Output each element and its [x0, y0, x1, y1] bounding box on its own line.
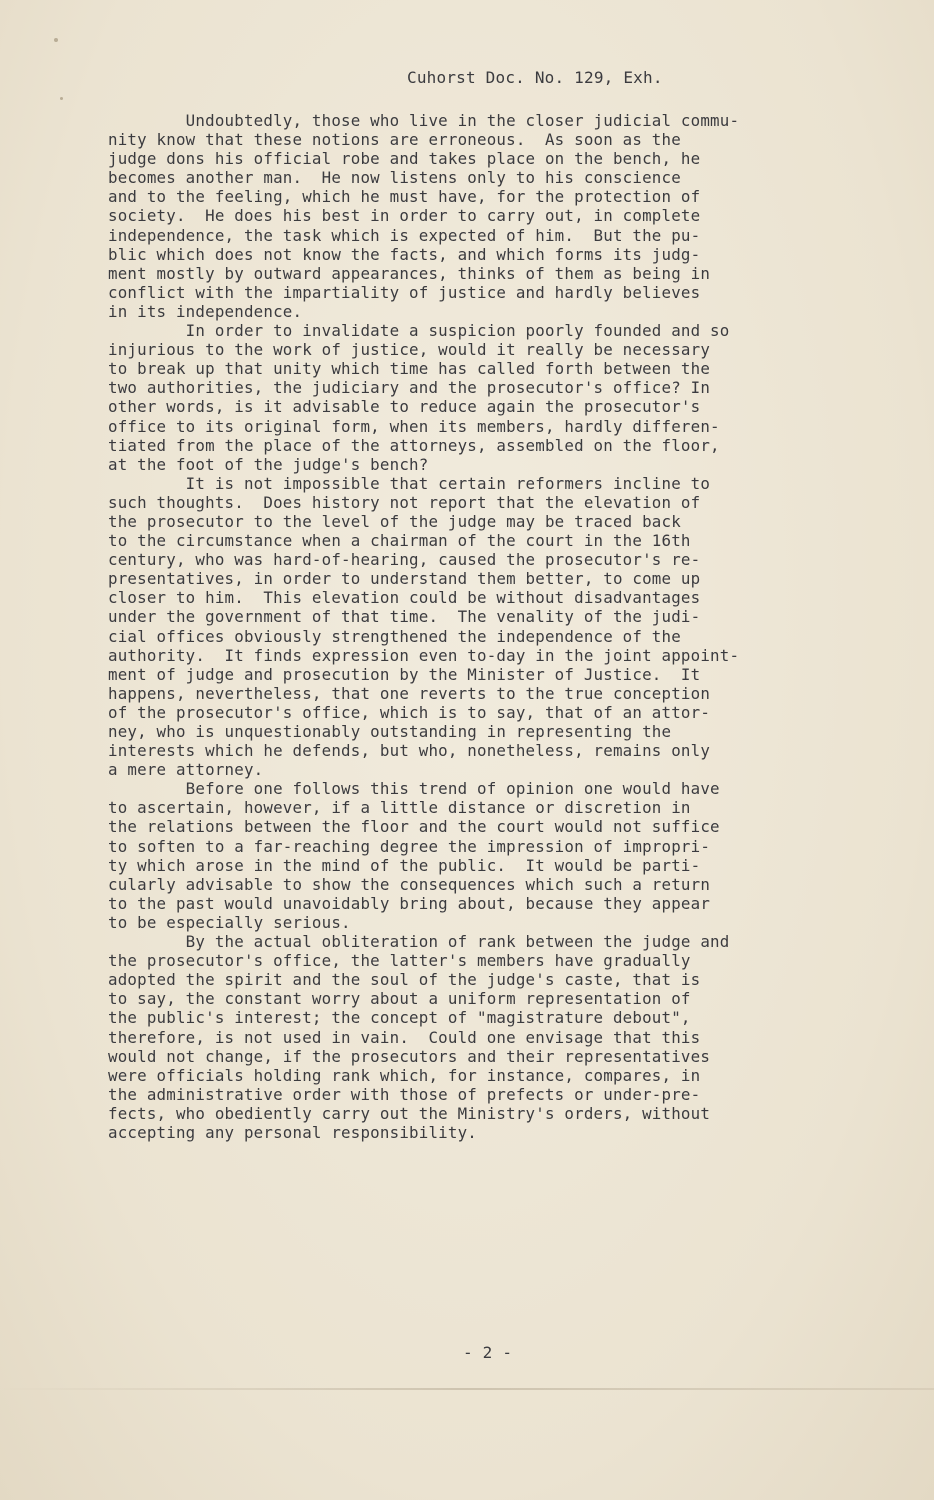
body-line: injurious to the work of justice, would it really be necessary [108, 340, 711, 360]
body-line: and to the feeling, which he must have, for the protection of [108, 187, 701, 207]
body-line: the administrative order with those of prefects or under-pre- [108, 1084, 701, 1104]
body-line: conflict with the impartiality of justice and hardly believes [108, 282, 701, 302]
body-line: nity know that these notions are erroneous. As soon as the [108, 130, 681, 150]
body-line: would not change, if the prosecutors and their representatives [108, 1046, 711, 1066]
body-line: In order to invalidate a suspicion poorly founded and so [108, 321, 730, 341]
body-line: of the prosecutor's office, which is to say, that of an attor- [108, 702, 711, 722]
body-line: independence, the task which is expected of him. But the pu- [108, 225, 701, 245]
body-line: the public's interest; the concept of "magistrature debout", [108, 1008, 691, 1028]
body-line: under the government of that time. The venality of the judi- [108, 607, 701, 627]
body-line: to the circumstance when a chairman of the court in the 16th [108, 531, 691, 551]
body-line: to ascertain, however, if a little distance or discretion in [108, 798, 691, 818]
body-line: presentatives, in order to understand them better, to come up [108, 569, 701, 589]
body-line: cial offices obviously strengthened the independence of the [108, 626, 681, 646]
paper-fold-crease [0, 1388, 934, 1390]
body-line: two authorities, the judiciary and the prosecutor's office? In [108, 378, 711, 398]
body-line: Before one follows this trend of opinion one would have [108, 779, 720, 799]
body-line: blic which does not know the facts, and which forms its judg- [108, 244, 701, 264]
body-line: authority. It finds expression even to-day in the joint appoint- [108, 645, 740, 665]
body-line: happens, nevertheless, that one reverts to the true conception [108, 683, 711, 703]
body-line: becomes another man. He now listens only to his conscience [108, 168, 681, 188]
body-line: to be especially serious. [108, 912, 351, 932]
body-line: cularly advisable to show the consequences which such a return [108, 874, 711, 894]
body-line: were officials holding rank which, for instance, compares, in [108, 1065, 701, 1085]
body-line: adopted the spirit and the soul of the judge's caste, that is [108, 970, 701, 990]
body-line: By the actual obliteration of rank between the judge and [108, 932, 730, 952]
body-line: ment of judge and prosecution by the Minister of Justice. It [108, 664, 701, 684]
body-line: office to its original form, when its members, hardly differen- [108, 416, 720, 436]
body-line: to say, the constant worry about a uniform representation of [108, 989, 691, 1009]
body-line: the relations between the floor and the court would not suffice [108, 817, 720, 837]
body-line: to soften to a far-reaching degree the impression of impropri- [108, 836, 711, 856]
body-line: It is not impossible that certain reformers incline to [108, 473, 711, 493]
body-line: society. He does his best in order to carry out, in complete [108, 206, 701, 226]
body-line: ty which arose in the mind of the public. It would be parti- [108, 855, 701, 875]
body-line: other words, is it advisable to reduce again the prosecutor's [108, 397, 701, 417]
body-line: to break up that unity which time has called forth between the [108, 359, 711, 379]
body-line: fects, who obediently carry out the Ministry's orders, without [108, 1103, 711, 1123]
body-line: such thoughts. Does history not report that the elevation of [108, 492, 701, 512]
body-line: the prosecutor to the level of the judge may be traced back [108, 511, 681, 531]
document-id-header: Cuhorst Doc. No. 129, Exh. [407, 68, 663, 87]
body-line: tiated from the place of the attorneys, assembled on the floor, [108, 435, 720, 455]
document-body [108, 111, 868, 1142]
body-line: Undoubtedly, those who live in the closer judicial commu- [108, 111, 740, 130]
body-line: closer to him. This elevation could be without disadvantages [108, 588, 701, 608]
body-line: judge dons his official robe and takes place on the bench, he [108, 149, 701, 169]
body-line: in its independence. [108, 301, 303, 321]
body-line: century, who was hard-of-hearing, caused the prosecutor's re- [108, 550, 701, 570]
body-line: ment mostly by outward appearances, thinks of them as being in [108, 263, 711, 283]
body-line: a mere attorney. [108, 760, 264, 780]
body-line: accepting any personal responsibility. [108, 1122, 477, 1142]
body-line: at the foot of the judge's bench? [108, 454, 429, 474]
page-number: - 2 - [463, 1343, 513, 1362]
paper-speck [60, 97, 63, 100]
body-line: the prosecutor's office, the latter's members have gradually [108, 951, 691, 971]
body-line: to the past would unavoidably bring about, because they appear [108, 893, 711, 913]
body-line: ney, who is unquestionably outstanding in representing the [108, 722, 672, 741]
body-line: therefore, is not used in vain. Could one envisage that this [108, 1027, 701, 1047]
body-line: interests which he defends, but who, nonetheless, remains only [108, 741, 711, 761]
paper-speck [54, 38, 58, 42]
